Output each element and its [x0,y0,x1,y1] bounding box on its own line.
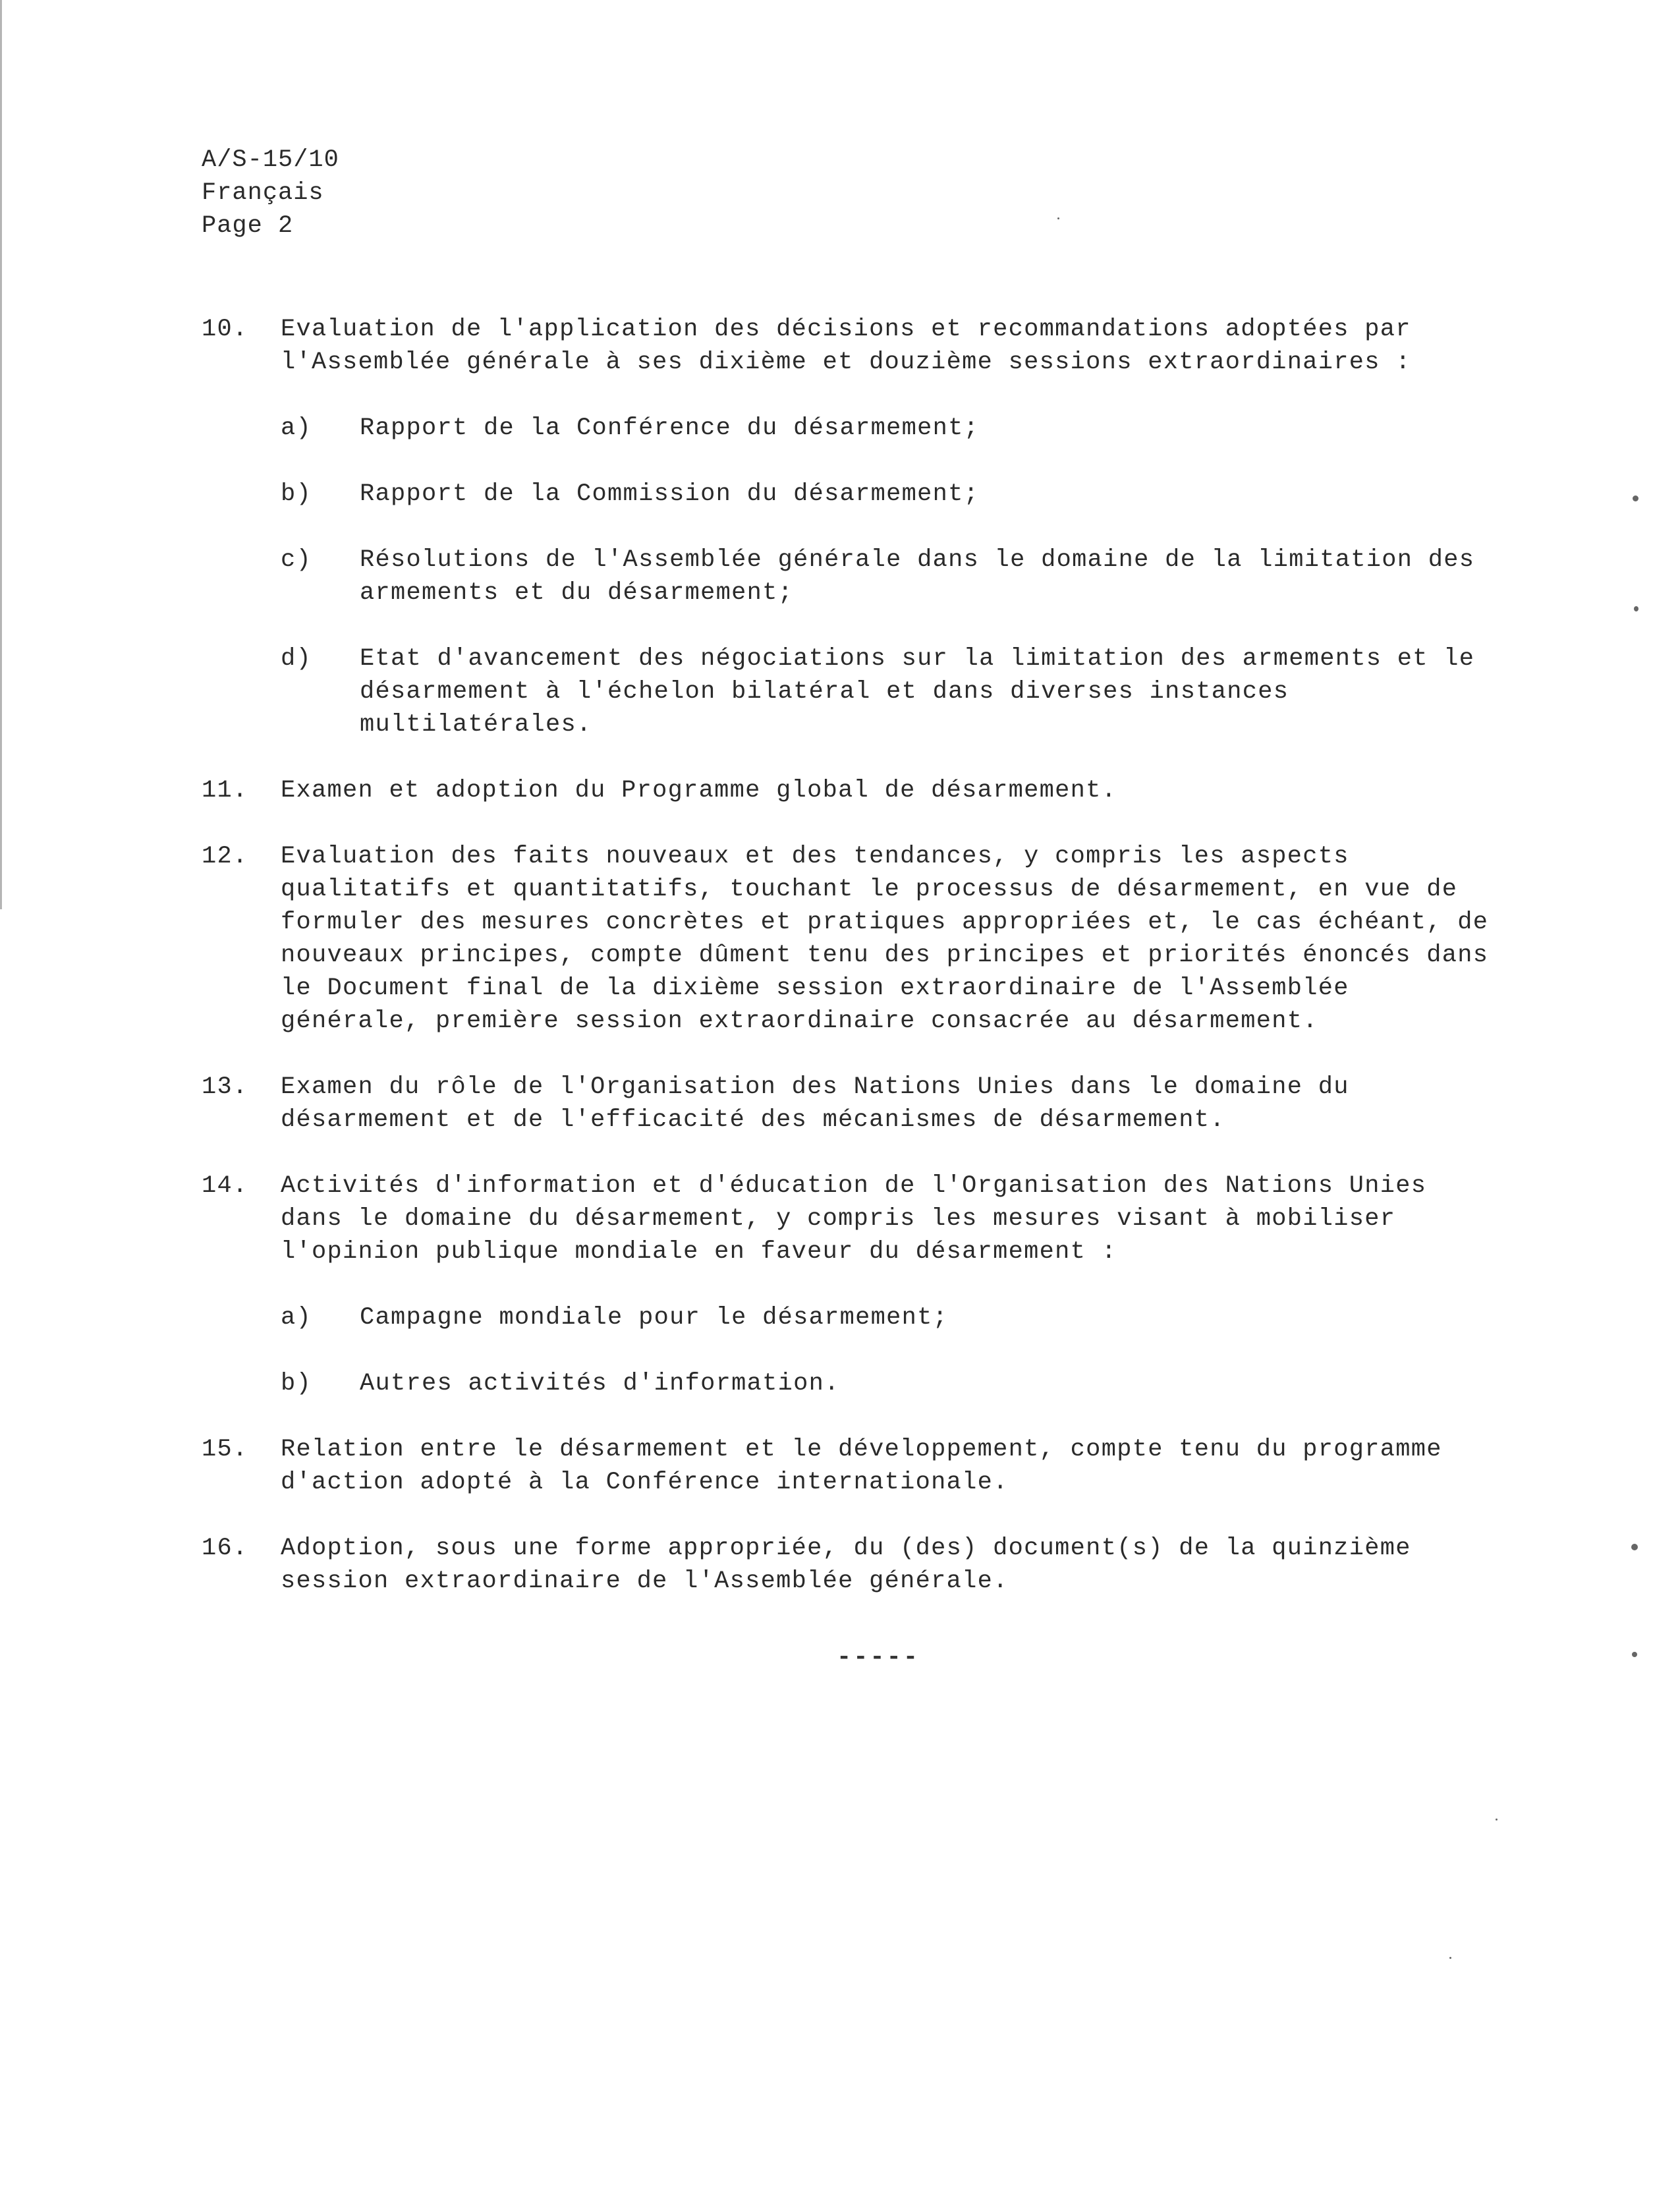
scan-edge-line [0,0,2,909]
agenda-item-number: 14. [202,1172,248,1200]
agenda-item-number: 11. [202,777,248,805]
scan-speck [1496,1819,1498,1821]
agenda-subitem-label: b) [281,1370,312,1397]
agenda-item-text: Relation entre le désarmement et le développement, compte tenu du programme d'action adopté à la Conférence internationale. [281,1436,1442,1496]
document-symbol: A/S-15/10 [202,146,339,174]
scan-speck [1449,1957,1451,1959]
agenda-item-text: Evaluation des faits nouveaux et des tendances, y compris les aspects qualitatifs et quantitatifs, touchant le processus de désarmement, en vue de formuler des mesures concrètes et pratiques appropriées et, le cas échéant, de nouveaux principes, compte dûment tenu des principes et priorités énoncés dans le Document final de la dixième session extraordinaire de l'Assemblée générale, première session extraordinaire consacrée au désarmement. [281,843,1489,1035]
agenda-item [202,313,1565,741]
scan-speck [1632,1652,1637,1657]
agenda-item [202,774,1565,807]
agenda-item-number: 13. [202,1073,248,1101]
agenda-subitem [281,478,1565,511]
agenda-subitems [281,1301,1565,1400]
agenda-item-number: 10. [202,316,248,343]
agenda-item [202,1071,1565,1137]
agenda-item-number: 15. [202,1436,248,1463]
agenda-subitem-text: Rapport de la Conférence du désarmement; [360,414,980,442]
agenda-subitem-text: Rapport de la Commission du désarmement; [360,480,980,508]
agenda-subitems [281,412,1565,741]
agenda-item [202,1433,1565,1499]
agenda-subitem [281,642,1565,741]
agenda-subitem-text: Campagne mondiale pour le désarmement; [360,1304,949,1332]
scan-speck [1057,217,1059,219]
document-header [202,144,339,242]
agenda-subitem [281,1301,1565,1334]
agenda-subitem [281,1367,1565,1400]
agenda-item [202,1170,1565,1400]
agenda-subitem-text: Résolutions de l'Assemblée générale dans le domaine de la limitation des armements et du désarmement; [360,546,1475,607]
end-of-document-mark: ----- [837,1644,920,1672]
page-number: Page 2 [202,212,294,240]
agenda-subitem [281,412,1565,445]
agenda-subitem [281,544,1565,609]
agenda-subitem-label: d) [281,645,312,673]
scan-speck [1633,495,1638,501]
agenda-item [202,840,1565,1038]
agenda-item-text: Activités d'information et d'éducation de l'Organisation des Nations Unies dans le domaine du désarmement, y compris les mesures visant à mobiliser l'opinion publique mondiale en faveur du désarmement : [281,1172,1427,1266]
agenda-subitem-text: Autres activités d'information. [360,1370,840,1397]
scan-speck [1631,1544,1638,1550]
agenda-subitem-label: a) [281,1304,312,1332]
agenda-subitem-label: b) [281,480,312,508]
agenda-subitem-label: a) [281,414,312,442]
agenda-item-text: Evaluation de l'application des décisions et recommandations adoptées par l'Assemblée générale à ses dixième et douzième sessions extraordinaires : [281,316,1411,376]
agenda-item-text: Examen du rôle de l'Organisation des Nations Unies dans le domaine du désarmement et de l'efficacité des mécanismes de désarmement. [281,1073,1349,1134]
document-language: Français [202,179,324,207]
agenda-item-text: Adoption, sous une forme appropriée, du (des) document(s) de la quinzième session extraordinaire de l'Assemblée générale. [281,1535,1411,1595]
agenda-item [202,1532,1565,1598]
scan-speck [1634,606,1638,611]
agenda-item-number: 16. [202,1535,248,1562]
agenda-items [202,313,1565,1631]
agenda-subitem-label: c) [281,546,312,574]
agenda-item-text: Examen et adoption du Programme global de désarmement. [281,777,1117,805]
agenda-subitem-text: Etat d'avancement des négociations sur la limitation des armements et le désarmement à l'échelon bilatéral et dans diverses instances multilatérales. [360,645,1475,739]
agenda-item-number: 12. [202,843,248,870]
